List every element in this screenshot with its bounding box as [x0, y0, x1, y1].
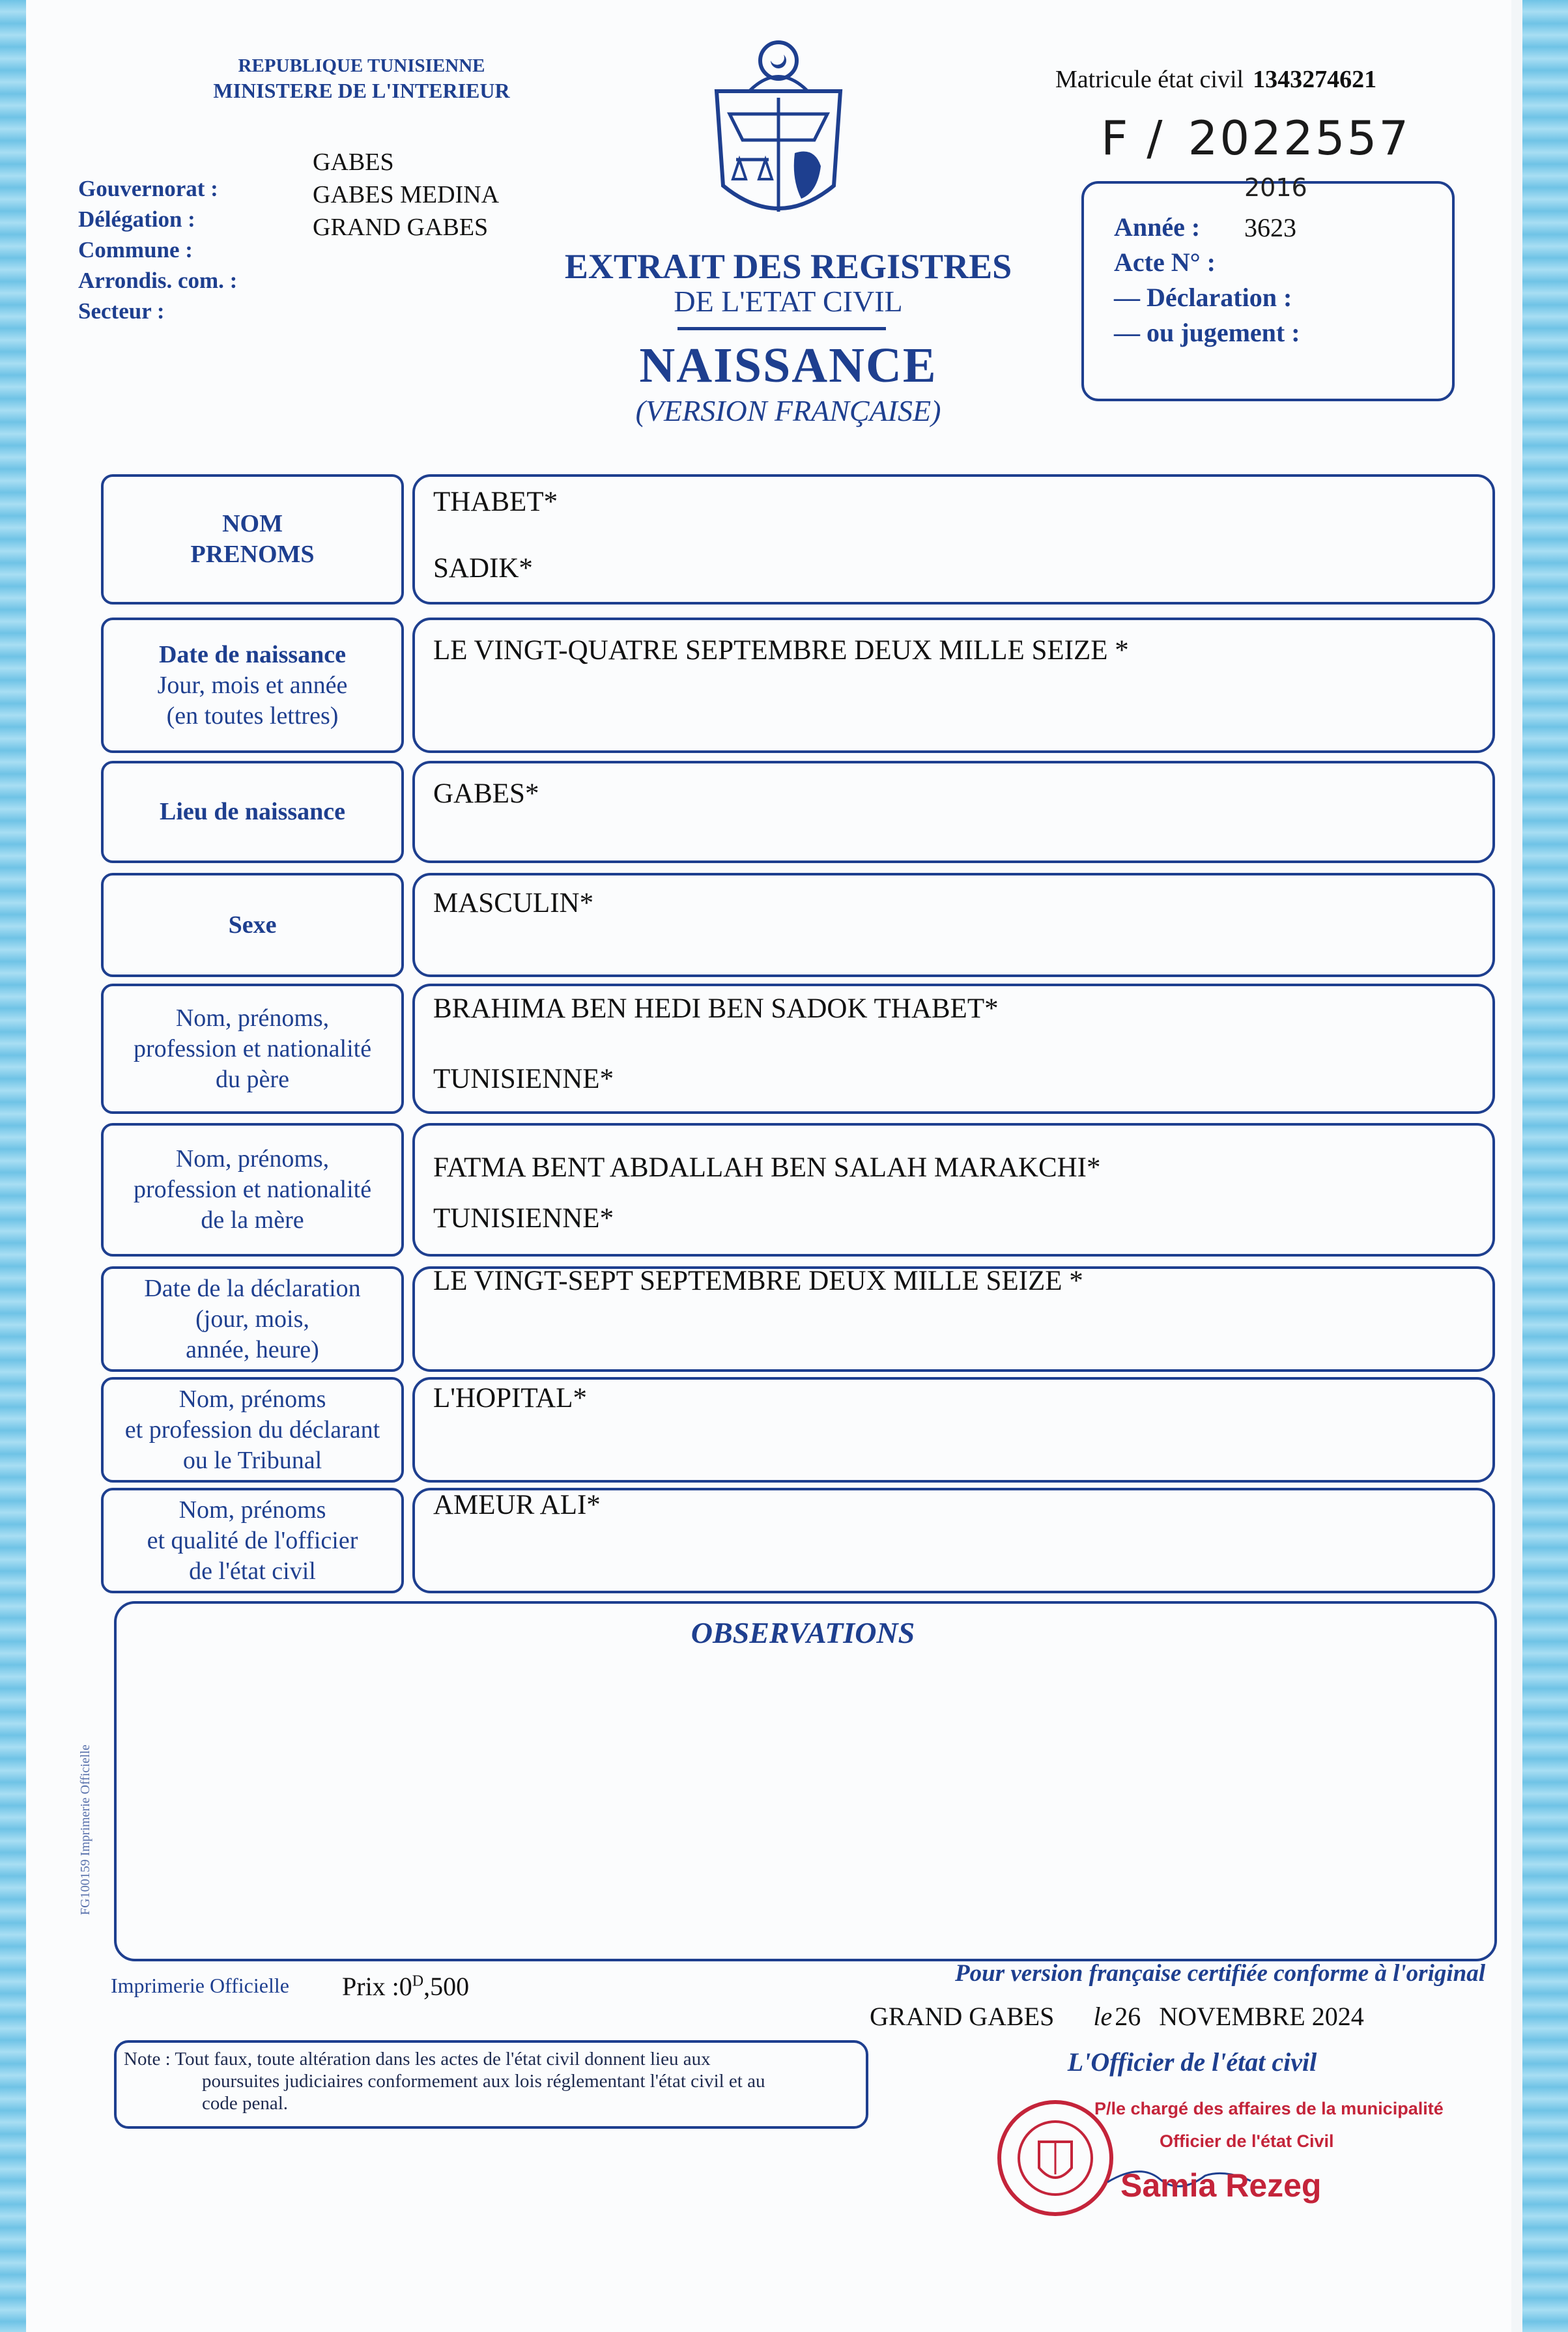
title-etat-civil: DE L'ETAT CIVIL [674, 285, 903, 318]
pere-nationalite-value: TUNISIENNE* [433, 1064, 614, 1094]
stamp-line-1: P/le chargé des affaires de la municipalité [1094, 2099, 1444, 2118]
stamp-officer-name: Samia Rezeg [1120, 2167, 1322, 2204]
pere-label-2: profession et nationalité [133, 1034, 372, 1062]
matricule-value: 1343274621 [1253, 66, 1377, 93]
declaration-value-box [412, 1266, 1495, 1372]
title-version: (VERSION FRANÇAISE) [635, 394, 941, 427]
officier-label [101, 1488, 404, 1593]
title-extrait: EXTRAIT DES REGISTRES [564, 247, 1012, 286]
date-naissance-label [101, 618, 404, 753]
row-pere [101, 984, 1495, 1114]
le-word: le [1093, 2002, 1113, 2031]
date-naissance-value: LE VINGT-QUATRE SEPTEMBRE DEUX MILLE SEIZE * [433, 635, 1129, 666]
mere-label-2: profession et nationalité [133, 1176, 372, 1203]
note-line-3: code penal. [202, 2093, 289, 2114]
declaration-type-label: — Déclaration : [1114, 283, 1292, 312]
prix-label: Prix : [342, 1972, 399, 2001]
officier-label-1: Nom, prénoms [178, 1496, 326, 1524]
delegation-label: Délégation : [78, 206, 195, 232]
stamp-line-2: Officier de l'état Civil [1160, 2131, 1334, 2151]
observations-box [114, 1601, 1497, 1961]
arrondissement-label: Arrondis. com. : [78, 268, 238, 293]
declarant-label-2: et profession du déclarant [124, 1415, 380, 1443]
republic-header [182, 53, 541, 103]
date-month-year: NOVEMBRE 2024 [1159, 2002, 1364, 2031]
ministry-line: MINISTERE DE L'INTERIEUR [213, 79, 510, 102]
row-declaration [101, 1266, 1495, 1372]
prix [342, 1971, 469, 2002]
row-lieu-naissance [101, 761, 1495, 863]
declaration-label-2: (jour, mois, [195, 1305, 309, 1333]
row-sexe [101, 873, 1495, 977]
side-print-text: FG100159 Imprimerie Officielle [78, 1744, 93, 1915]
row-officier [101, 1488, 1495, 1593]
commune-label: Commune : [78, 237, 193, 263]
date-naissance-value-box [412, 618, 1495, 753]
nom-prenoms-value-box [412, 474, 1495, 604]
date-naissance-label-3: (en toutes lettres) [166, 702, 339, 730]
certification-text: Pour version française certifiée conforme à l'original [955, 1960, 1485, 1987]
date-day: 26 [1115, 2002, 1141, 2031]
imprimerie-label: Imprimerie Officielle [111, 1974, 289, 1997]
declaration-label-3: année, heure) [186, 1335, 319, 1363]
declarant-value: L'HOPITAL* [433, 1383, 587, 1414]
pere-nom-value: BRAHIMA BEN HEDI BEN SADOK THABET* [433, 993, 999, 1024]
acte-label: Acte N° : [1114, 248, 1216, 277]
nom-value: THABET* [433, 487, 558, 517]
lieu-naissance-label [101, 761, 404, 863]
nom-label: NOM [222, 510, 283, 537]
officier-title: L'Officier de l'état civil [1067, 2047, 1317, 2077]
prix-sup: D [412, 1972, 424, 1990]
matricule-label: Matricule état civil [1055, 66, 1244, 93]
place-date [870, 2001, 1364, 2032]
declarant-label [101, 1377, 404, 1483]
pere-label-1: Nom, prénoms, [175, 1004, 330, 1032]
acte-number: 3623 [1244, 213, 1296, 242]
nom-prenoms-label [101, 474, 404, 604]
commune-value: GRAND GABES [313, 214, 489, 241]
declarant-label-3: ou le Tribunal [182, 1446, 322, 1474]
place: GRAND GABES [870, 2002, 1055, 2031]
annee-label: Année : [1114, 212, 1201, 242]
declaration-label-1: Date de la déclaration [144, 1274, 361, 1302]
jugement-type-label: — ou jugement : [1114, 318, 1300, 347]
matricule [1055, 65, 1376, 94]
declaration-label [101, 1266, 404, 1372]
form-number [1101, 111, 1410, 165]
form-number-value: 2022557 [1188, 111, 1411, 165]
pere-label [101, 984, 404, 1114]
prix-rest: ,500 [423, 1972, 470, 2001]
republic-line: REPUBLIQUE TUNISIENNE [238, 55, 485, 76]
admin-labels [78, 173, 237, 326]
lieu-value: GABES* [433, 778, 539, 809]
delegation-value: GABES MEDINA [313, 181, 500, 208]
prenoms-label: PRENOMS [190, 541, 315, 568]
prenoms-value: SADIK* [433, 553, 533, 584]
mere-label-1: Nom, prénoms, [175, 1145, 330, 1173]
row-mere [101, 1123, 1495, 1257]
title-divider [677, 327, 886, 330]
observations-title: OBSERVATIONS [691, 1616, 915, 1649]
lieu-label: Lieu de naissance [159, 798, 346, 825]
form-number-prefix: F / [1101, 111, 1165, 165]
annee-year: 2016 [1244, 173, 1307, 202]
tunisia-coat-of-arms-icon [704, 36, 853, 231]
row-nom-prenoms [101, 474, 1495, 604]
mere-nom-value: FATMA BENT ABDALLAH BEN SALAH MARAKCHI* [433, 1152, 1101, 1183]
date-naissance-label-2: Jour, mois et année [157, 671, 348, 699]
row-declarant [101, 1377, 1495, 1483]
officier-value-box [412, 1488, 1495, 1593]
mere-label [101, 1123, 404, 1257]
title-naissance: NAISSANCE [639, 338, 937, 393]
officier-label-3: de l'état civil [189, 1557, 316, 1585]
gouvernorat-label: Gouvernorat : [78, 176, 218, 201]
declarant-value-box [412, 1377, 1495, 1483]
sexe-label [101, 873, 404, 977]
gouvernorat-value: GABES [313, 149, 394, 176]
declaration-value: LE VINGT-SEPT SEPTEMBRE DEUX MILLE SEIZE * [433, 1266, 1083, 1296]
prix-main: 0 [399, 1972, 412, 2001]
admin-values [313, 146, 499, 244]
pere-value-box [412, 984, 1495, 1114]
officier-label-2: et qualité de l'officier [147, 1526, 358, 1554]
legal-note [124, 2048, 857, 2114]
note-line-1: Note : Tout faux, toute altération dans les actes de l'état civil donnent lieu aux [124, 2049, 711, 2069]
row-date-naissance [101, 618, 1495, 753]
mere-label-3: de la mère [201, 1206, 304, 1234]
declarant-label-1: Nom, prénoms [178, 1385, 326, 1413]
sexe-label-text: Sexe [228, 911, 277, 939]
date-naissance-label-1: Date de naissance [158, 640, 347, 668]
lieu-naissance-value-box [412, 761, 1495, 863]
mere-nationalite-value: TUNISIENNE* [433, 1203, 614, 1234]
sexe-value: MASCULIN* [433, 888, 594, 918]
decorative-right-border [1522, 0, 1568, 2332]
secteur-label: Secteur : [78, 298, 165, 324]
sexe-value-box [412, 873, 1495, 977]
note-line-2: poursuites judiciaires conformement aux lois réglementant l'état civil et au [202, 2071, 765, 2092]
pere-label-3: du père [216, 1065, 289, 1093]
officier-value: AMEUR ALI* [433, 1490, 601, 1520]
mere-value-box [412, 1123, 1495, 1257]
